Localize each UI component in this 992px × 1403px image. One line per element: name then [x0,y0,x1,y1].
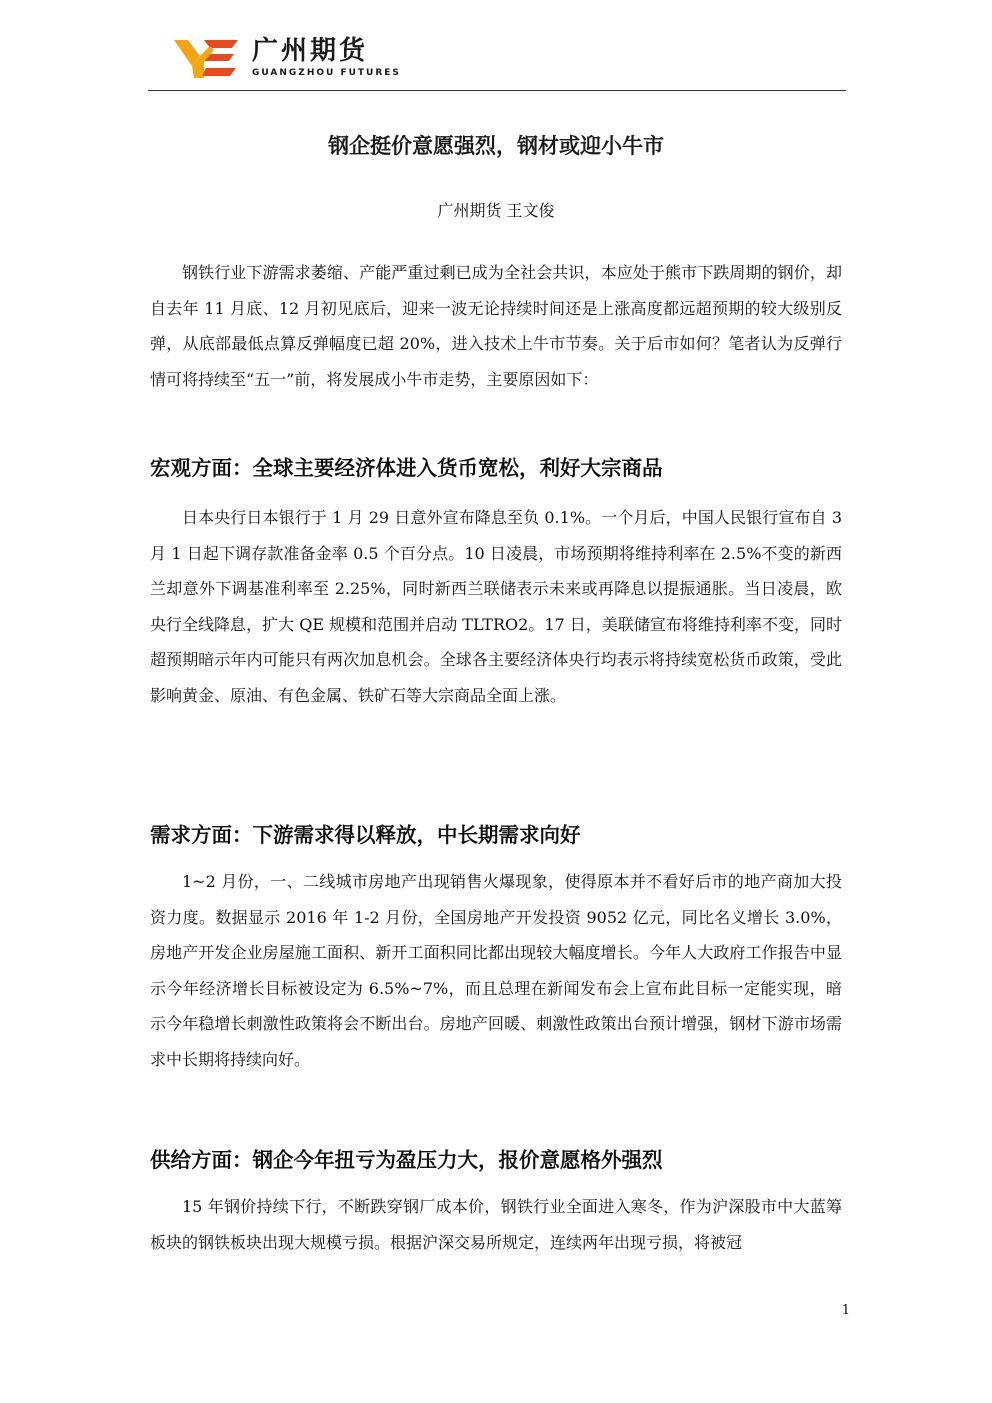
logo-name-en: GUANGZHOU FUTURES [252,68,401,78]
guangzhou-futures-logo-icon [174,38,240,80]
document-title: 钢企挺价意愿强烈，钢材或迎小牛市 [328,134,664,158]
page-header [148,30,846,91]
logo-name-cn: 广州期货 [252,36,369,66]
page-number: 1 [841,1303,850,1318]
section-body-macro: 日本央行日本银行于 1 月 29 日意外宣布降息至负 0.1%。一个月后，中国人民银行宣布自 3 月 1 日起下调存款准备金率 0.5 个百分点。10 日凌晨，市场预期将维持利率在 2.5%不变的新西兰却意外下调基准利率至 2.25%，同时新西兰联储表示未来或再降息以提振通胀。当日凌晨，欧央行全线降息，扩大 QE 规模和范围并启动 TLTRO2。17 日，美联储宣布将维持利率不变，同时超预期暗示年内可能只有两次加息机会。全球各主要经济体央行均表示将持续宽松货币政策，受此影响黄金、原油、有色金属、铁矿石等大宗商品全面上涨。 [150,508,842,705]
intro-paragraph: 钢铁行业下游需求萎缩、产能严重过剩已成为全社会共识，本应处于熊市下跌周期的钢价，却自去年 11 月底、12 月初见底后，迎来一波无论持续时间还是上涨高度都远超预期的较大级别反弹，从底部最低点算反弹幅度已超 20%，进入技术上牛市节奏。关于后市如何？笔者认为反弹行情可将持续至“五一”前，将发展成小牛市走势，主要原因如下： [150,263,842,389]
section-body-supply: 15 年钢价持续下行，不断跌穿钢厂成本价，钢铁行业全面进入寒冬，作为沪深股市中大蓝筹板块的钢铁板块出现大规模亏损。根据沪深交易所规定，连续两年出现亏损，将被冠 [150,1197,842,1252]
section-heading-supply: 供给方面：钢企今年扭亏为盈压力大，报价意愿格外强烈 [150,1148,663,1172]
document-author: 广州期货 王文俊 [437,201,555,220]
section-heading-demand: 需求方面：下游需求得以释放，中长期需求向好 [150,823,581,847]
section-heading-macro: 宏观方面：全球主要经济体进入货币宽松，利好大宗商品 [150,456,663,480]
section-body-demand: 1~2 月份，一、二线城市房地产出现销售火爆现象，使得原本并不看好后市的地产商加大投资力度。数据显示 2016 年 1-2 月份，全国房地产开发投资 9052 亿元，同比名义增长 3.0%，房地产开发企业房屋施工面积、新开工面积同比都出现较大幅度增长。今年人大政府工作报告中显示今年经济增长目标被设定为 6.5%~7%，而且总理在新闻发布会上宣布此目标一定能实现，暗示今年稳增长刺激性政策将会不断出台。房地产回暖、刺激性政策出台预计增强，钢材下游市场需求中长期将持续向好。 [150,872,842,1069]
